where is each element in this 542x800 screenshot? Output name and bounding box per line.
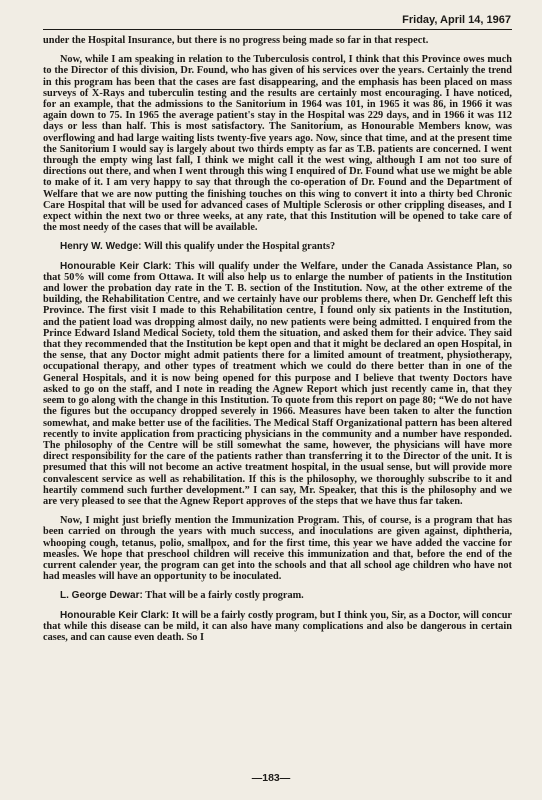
speaker-name: Honourable Keir Clark:: [60, 260, 172, 272]
speech-wedge: [43, 241, 512, 252]
paragraph-continuation: under the Hospital Insurance, but there is no progress being made so far in that respect.: [43, 35, 429, 46]
paragraph-tuberculosis: Now, while I am speaking in relation to the Tuberculosis control, I think that this Province owes much to the Director of this division, Dr. Found, who has given of his services over the years. Certainly the trend in this program has been that the cases are fast disappearing, and the emphasis has been placed on mass surveys of X-Rays and tuberculin testing and the results are certainly most encouraging. I have noticed, for an example, that the admissions to the Sanitorium in 1964 was 101, in 1965 it was 86, in 1966 it was again down to 75. In 1965 the average patient's stay in the Hospital was 229 days, and in 1966 it was 112 days or less than half. This is most satisfactory. The Sanitorium, as Honourable Members know, was overflowing and had large waiting lists twenty-five years ago. Now, since that time, and at the present time the Sanitorium I would say is largely about two thirds empty as far as T.B. patients are concerned. I went through the empty wing last fall, I think we might call it the west wing, although I am not too sure of directions out there, and when I went through this wing I enquired of Dr. Found what use we might be able to make of it. I am very happy to say that through the co-operation of Dr. Found and the Department of Welfare that we are now putting the finishing touches on this wing to convert it into a thirty bed Chronic Care Hospital that will be used for advanced cases of Multiple Sclerosis or other crippling diseases, and I expect within the next two or three weeks, at any rate, that this Institution will be opened to take care of the most needy of the cases that will be available.: [43, 54, 512, 234]
speaker-name: Henry W. Wedge:: [60, 241, 142, 253]
speaker-name: Honourable Keir Clark:: [60, 609, 170, 621]
speech-text: Will this qualify under the Hospital grants?: [143, 241, 336, 253]
page-number: —183—: [251, 772, 291, 784]
speech-text: That will be a fairly costly program.: [145, 590, 304, 602]
paragraph-immunization: Now, I might just briefly mention the Immunization Program. This, of course, is a program that has been carried on through the years with much success, and inoculations are given against, diphtheria, whooping cough, tetanus, polio, smallpox, and for the first time, this year we have added the vaccine for measles. We hope that preschool children will receive this immunization and that, before the end of the current calender year, the program can get into the schools and that all school age children who have not had measles will have an opportunity to be inoculated.: [43, 515, 512, 583]
header-rule: [43, 29, 512, 30]
speech-dewar: [43, 590, 512, 601]
speech-clark-rehabilitation: [43, 261, 512, 507]
speech-text: This will qualify under the Welfare, under the Canada Assistance Plan, so that 50% will come from Ottawa. It will also help us to enlarge the number of patients in the Institution and lower the probation day rate in the T. B. section of the Institution. Now, at the other extreme of the building, the Rehabilitation Centre, and we certainly have our problems there, when Dr. Gencheff left this Province. The first visit I made to this Rehabilitation centre, I found only six patients in the Institution, and the patient load was dropping almost daily, no new patients were being admitted. I enquired from the Prince Edward Island Medical Society, told them the situation, and asked them for their advice. They said that they recommended that the Institution be kept open and that it might be declared an open Hospital, in the sense, that any Doctor might admit patients there for a limited amount of treatment, physiotherapy, occupational therapy, and other types of treatment which we could do there better than in one of the General Hospitals, and it is now being opened for this purpose and I believe that twenty Doctors have asked to go on the staff, and I note in reading the Agnew Report which just recently came in, that they seem to go along with the change in this Institution. To quote from this report on page 80; “We do not have the figures but the occupancy dropped severely in 1966. Measures have been taken to alter the function somewhat, and make better use of the facilities. The Medical Staff Organizational pattern has been altered recently to invite application from practicing physicians in the community and a number have responded. The philosophy of the Centre will be still somewhat the same, however, the physicians will have more direct responsibility for the care of the patients rather than transferring it to the Director of the unit. It is presumed that this will not become an active treatment hospital, in the usual sense, but will provide more convalescent service as well as rehabilitation. If this is the philosophy, we thoroughly subscribe to it and heartily commend such further development.” I can say, Mr. Speaker, that this is the philosophy and we are very pleased to see that the Agnew Report approves of the steps that we have thus far taken.: [43, 260, 512, 507]
speech-text: It will be a fairly costly program, but I think you, Sir, as a Doctor, will concur that while this disease can be mild, it can also have many complications and also be dangerous in certain cases, and can cause even death. So I: [43, 609, 513, 643]
speech-clark-measles: [43, 610, 512, 644]
speaker-name: L. George Dewar:: [60, 590, 143, 602]
page-header-date: Friday, April 14, 1967: [402, 14, 511, 26]
